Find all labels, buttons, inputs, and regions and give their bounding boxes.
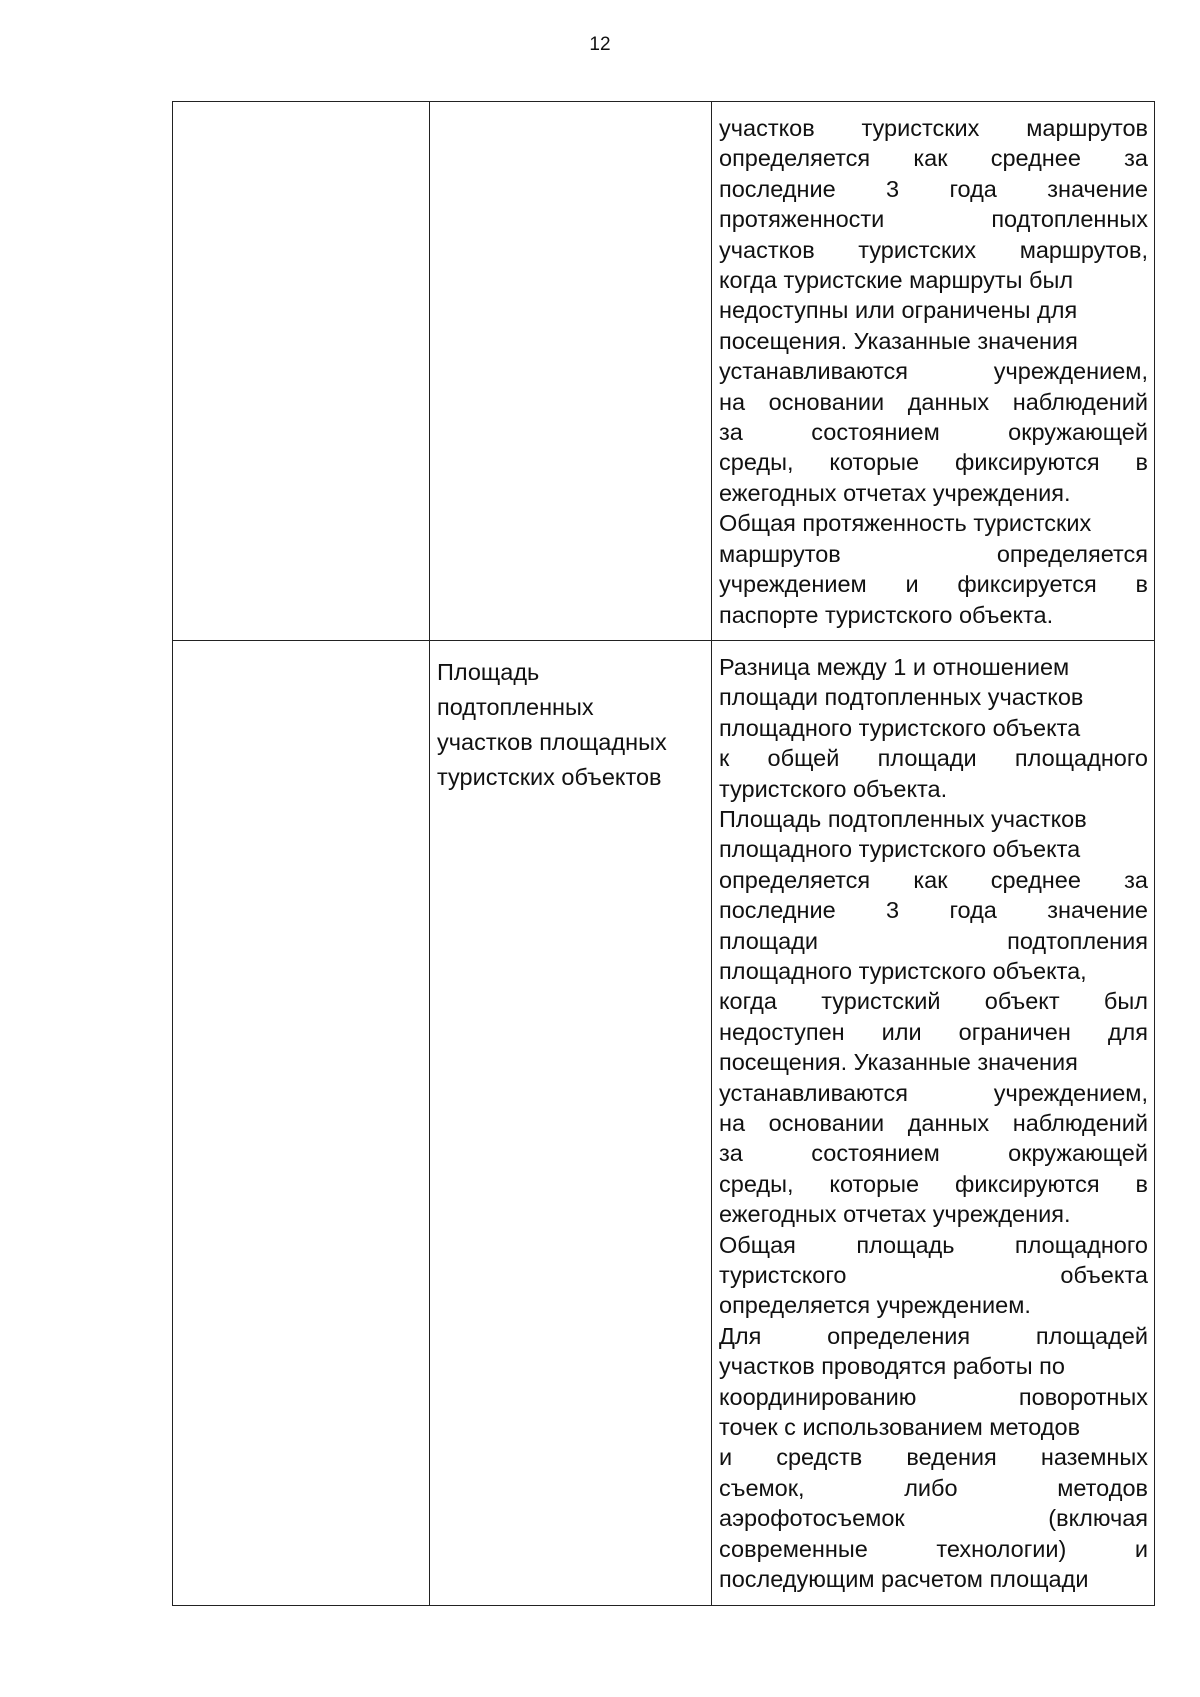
text-line: туристских объектов [437,763,662,790]
text-line: учреждением и фиксируется в [719,571,1148,598]
text-line: площадного туристского объекта [719,714,1081,741]
text-line: определяется учреждением. [719,1292,1031,1319]
text-line: недоступны или ограничены для [719,297,1078,324]
text-line: туристского объекта [719,1262,1148,1289]
text-line: маршрутов определяется [719,540,1148,567]
text-line: посещения. Указанные значения [719,327,1078,354]
text-line: недоступен или ограничен для [719,1018,1148,1045]
table-cell-indicator [430,640,712,1605]
text-line: устанавливаются учреждением, [719,358,1148,385]
text-line: последние 3 года значение [719,897,1148,924]
method-text [712,641,1154,1605]
indicator-name [430,641,711,795]
text-line: ежегодных отчетах учреждения. [719,479,1071,506]
text-line: за состоянием окружающей [719,419,1148,446]
text-line: на основании данных наблюдений [719,388,1148,415]
text-line: Для определения площадей [719,1322,1148,1349]
text-line: Общая площадь площадного [719,1231,1148,1258]
text-line: и средств ведения наземных [719,1444,1148,1471]
table-cell-category [173,102,430,641]
text-line: Разница между 1 и отношением [719,653,1070,680]
text-line: определяется как среднее за [719,866,1148,893]
text-line: протяженности подтопленных [719,206,1148,233]
text-line: туристского объекта. [719,775,948,802]
page-number: 12 [589,34,611,55]
text-line: когда туристские маршруты был [719,267,1074,294]
text-line: посещения. Указанные значения [719,1049,1078,1076]
table-cell-indicator [430,102,712,641]
text-line: последние 3 года значение [719,175,1148,202]
text-line: съемок, либо методов [719,1474,1148,1501]
text-line: ежегодных отчетах учреждения. [719,1201,1071,1228]
table-row [173,640,1155,1605]
text-line: среды, которые фиксируются в [719,449,1148,476]
table-cell-method [712,640,1155,1605]
text-line: определяется как среднее за [719,145,1148,172]
text-line: площади подтопленных участков [719,684,1084,711]
method-text [712,102,1154,640]
text-line: Общая протяженность туристских [719,510,1092,537]
text-line: площадного туристского объекта, [719,957,1087,984]
text-line: подтопленных [437,693,594,720]
text-line: Площадь подтопленных участков [719,805,1087,832]
text-line: когда туристский объект был [719,988,1148,1015]
text-line: современные технологии) и [719,1535,1148,1562]
text-line: площади подтопления [719,927,1148,954]
text-line: участков площадных [437,728,667,755]
text-line: координированию поворотных [719,1383,1148,1410]
text-line: на основании данных наблюдений [719,1110,1148,1136]
text-line: аэрофотосъемок (включая [719,1505,1148,1532]
text-line: участков туристских маршрутов [719,115,1148,141]
text-line: участков проводятся работы по [719,1353,1065,1380]
table-row [173,102,1155,641]
text-line: площадного туристского объекта [719,836,1081,863]
text-line: среды, которые фиксируются в [719,1170,1148,1197]
text-line: Площадь [437,658,540,685]
text-line: за состоянием окружающей [719,1140,1148,1167]
text-line: участков туристских маршрутов, [719,236,1148,263]
text-line: устанавливаются учреждением, [719,1079,1148,1106]
indicator-table [172,101,1155,1606]
text-line: паспорте туристского объекта. [719,601,1054,628]
text-line: точек с использованием методов [719,1414,1081,1441]
text-line: последующим расчетом площади [719,1566,1089,1593]
table-cell-category [173,640,430,1605]
text-line: к общей площади площадного [719,745,1148,772]
table-cell-method [712,102,1155,641]
